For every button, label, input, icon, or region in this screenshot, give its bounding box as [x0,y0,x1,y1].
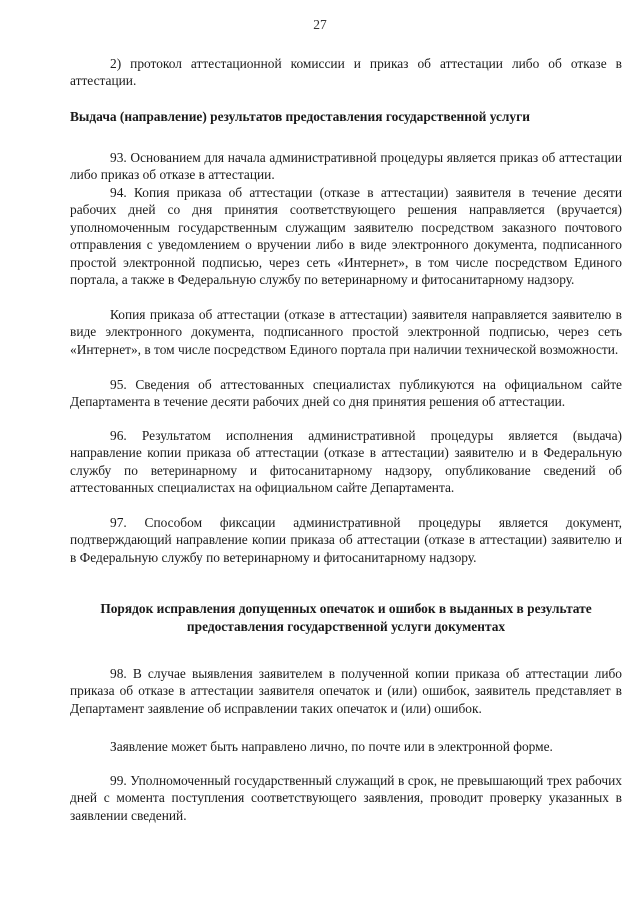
paragraph-94-continued: Копия приказа об аттестации (отказе в аттестации) заявителя направляется заявителю в виде электронного документа, подписанного простой электронной подписью, через сеть «Интернет», в том числе посредством Единого портала при наличии технической возможности. [70,307,622,357]
paragraph-97: 97. Способом фиксации административной процедуры является документ, подтверждающий направление копии приказа об аттестации (отказе в аттестации) заявителю и в Федеральную службу по ветеринарному и фитосанитарному надзору. [70,515,622,565]
paragraph-98: 98. В случае выявления заявителем в полученной копии приказа об аттестации либо приказа об отказе в аттестации заявителя опечаток и (или) ошибок, заявитель представляет в Департамент заявление об исправлении таких опечаток и (или) ошибок. [70,666,622,716]
paragraph-93: 93. Основанием для начала административной процедуры является приказ об аттестации либо приказ об отказе в аттестации. [70,150,622,183]
paragraph-94: 94. Копия приказа об аттестации (отказе в аттестации) заявителя в течение десяти рабочих дней со дня принятия соответствующего решения направляется (вручается) уполномоченным государственным служащим заявителю посредством заказного почтового отправления с уведомлением о вручении либо в виде электронного документа, подписанного простой электронной подписью, через сеть «Интернет», в том числе посредством Единого портала, а также в Федеральную службу по ветеринарному и фитосанитарному надзору. [70,185,622,288]
page-number: 27 [313,17,327,32]
paragraph-95: 95. Сведения об аттестованных специалистах публикуются на официальном сайте Департамента в течение десяти рабочих дней со дня принятия решения об аттестации. [70,377,622,410]
paragraph-96: 96. Результатом исполнения административной процедуры является (выдача) направление копии приказа об аттестации (отказе в аттестации) заявителю и в Федеральную службу по ветеринарному и фитосанитарному надзору, опубликование сведений об аттестованных специалистах на официальном сайте Департамента. [70,428,622,496]
paragraph-99: 99. Уполномоченный государственный служащий в срок, не превышающий трех рабочих дней с момента поступления соответствующего заявления, проводит проверку указанных в заявлении сведений. [70,773,622,823]
paragraph-item-2: 2) протокол аттестационной комиссии и приказ об аттестации либо об отказе в аттестации. [70,56,622,89]
section-heading-issue: Выдача (направление) результатов предоставления государственной услуги [70,109,530,124]
section-heading-errors: Порядок исправления допущенных опечаток и ошибок в выданных в результате предоставления государственной услуги документах [100,601,592,634]
paragraph-98-continued: Заявление может быть направлено лично, по почте или в электронной форме. [110,739,553,754]
